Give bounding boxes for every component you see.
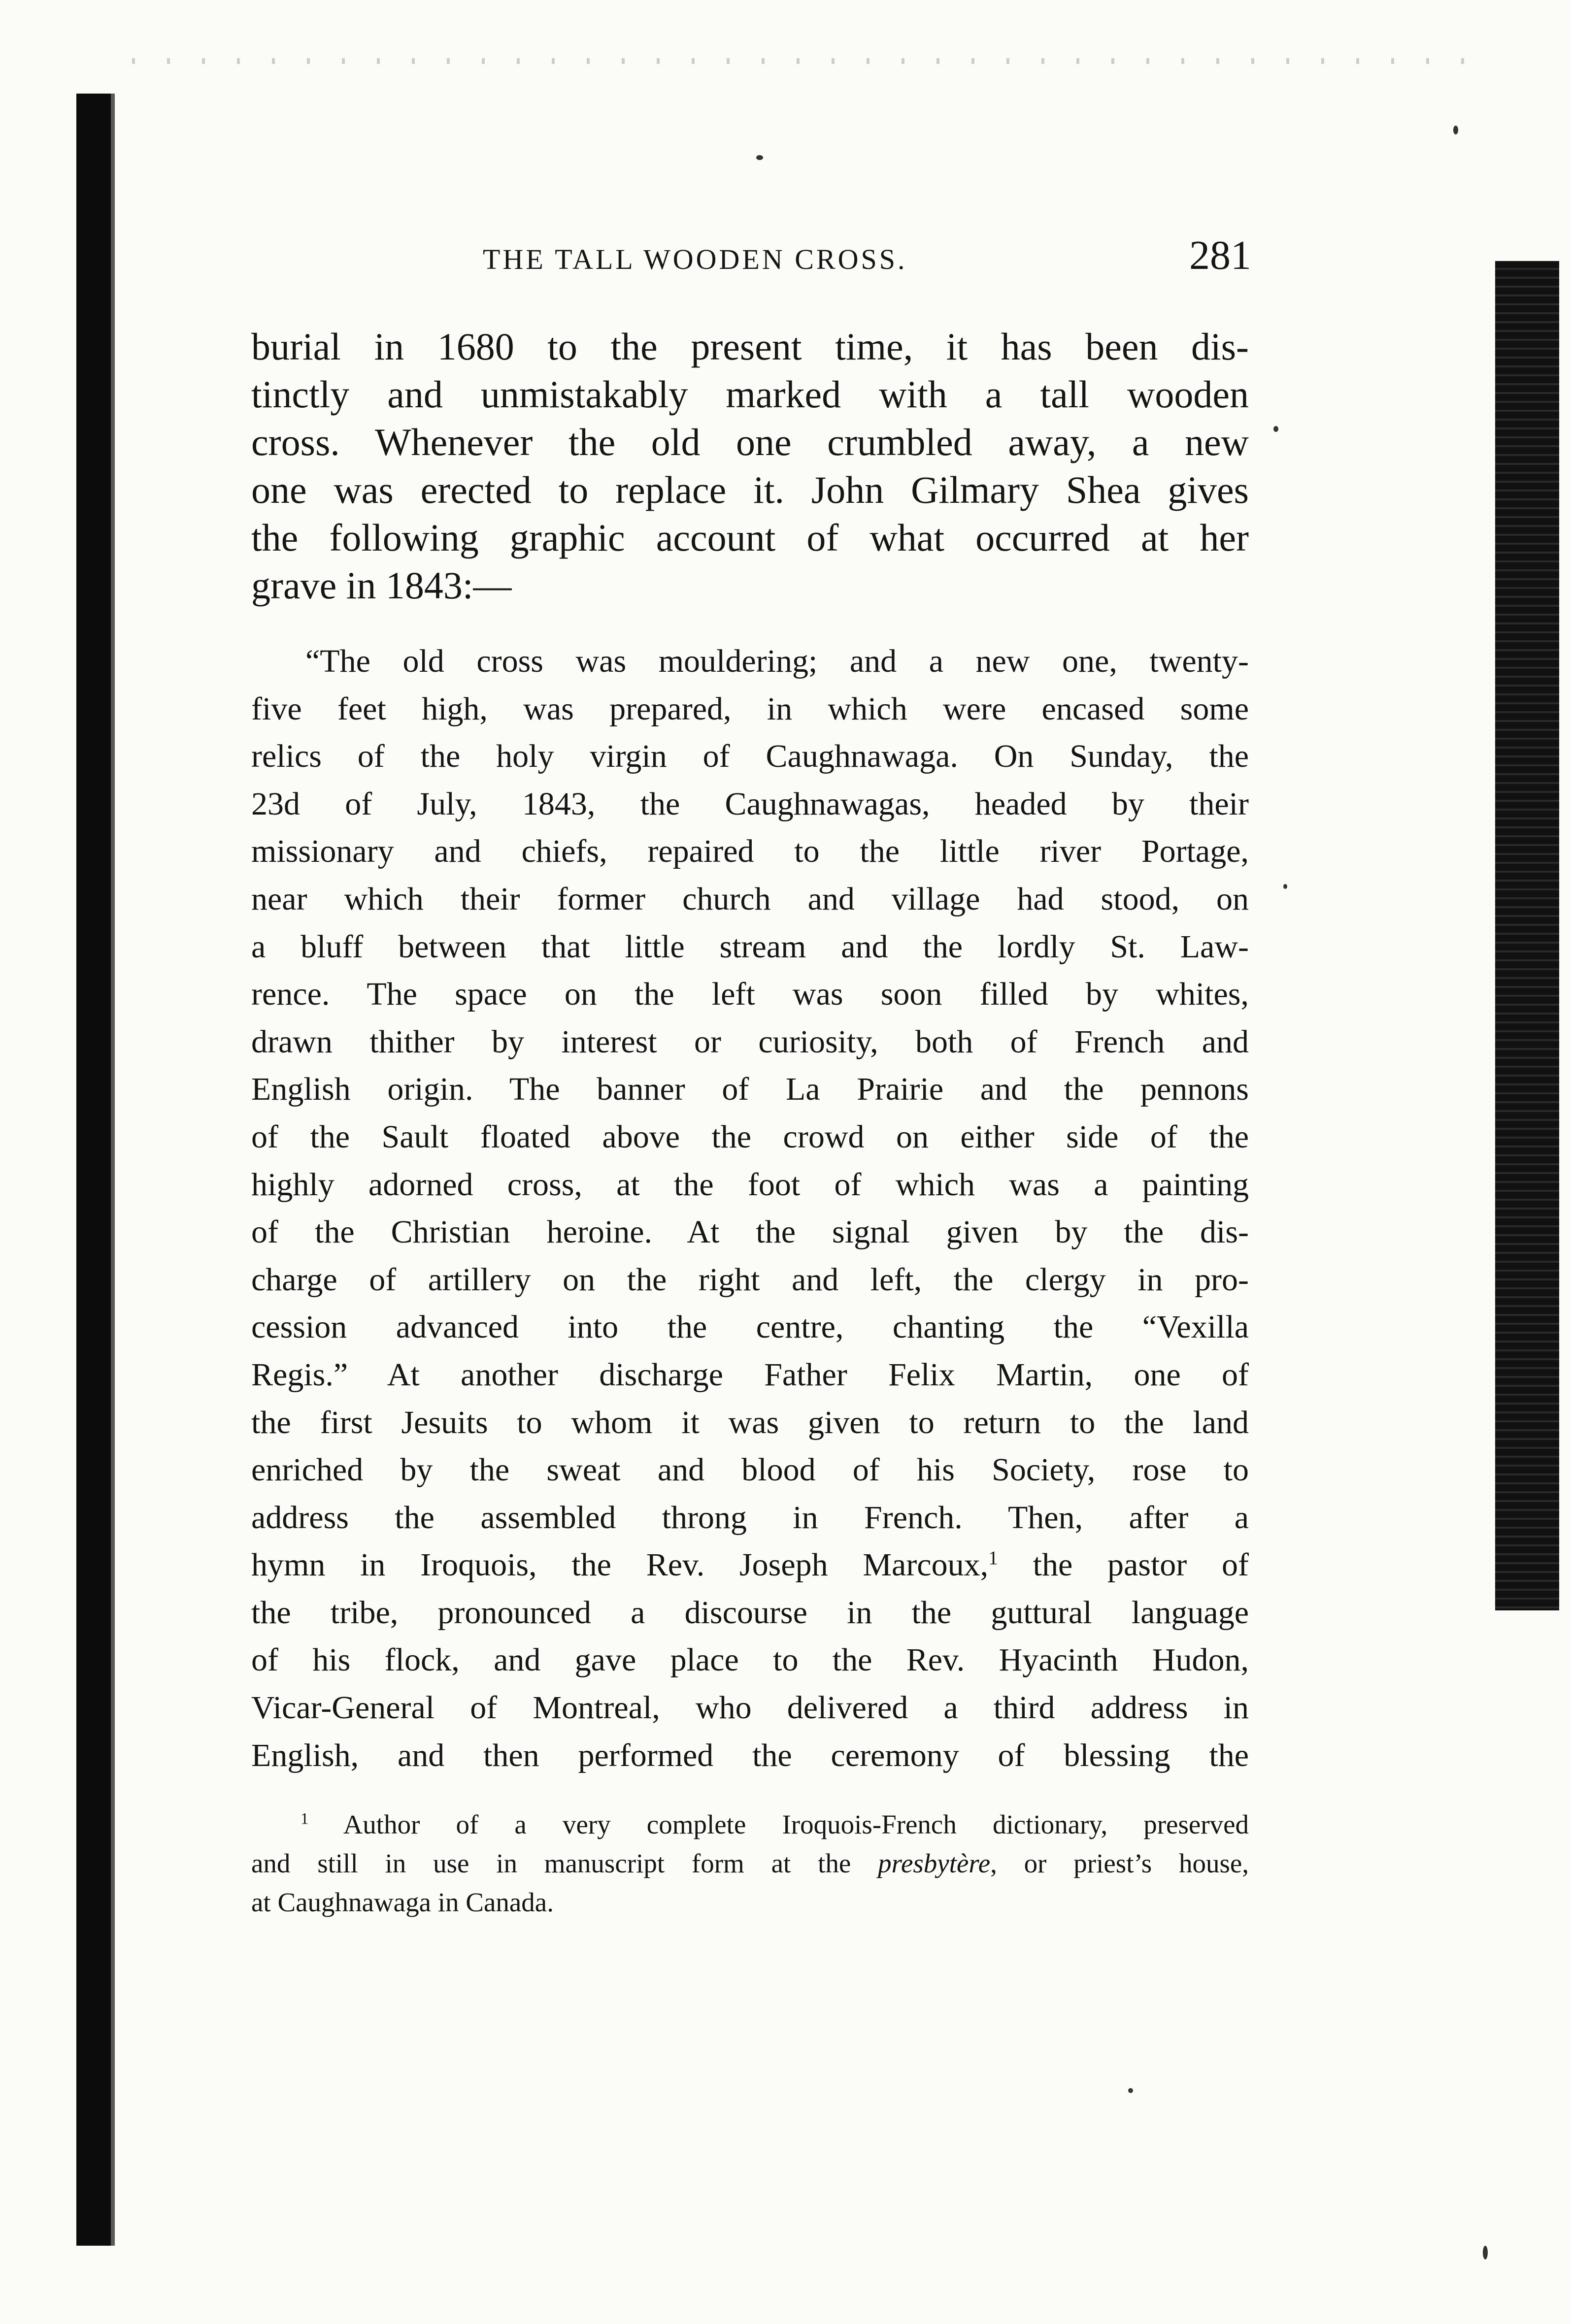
quote-line: rence. The space on the left was soon filled by whites, (251, 976, 1249, 1013)
quote-line: the tribe, pronounced a discourse in the guttural language (251, 1594, 1249, 1631)
quote-line: Regis.” At another discharge Father Felix Martin, one of (251, 1356, 1249, 1393)
quote-line: highly adorned cross, at the foot of which was a painting (251, 1166, 1249, 1203)
footnote-reference: 1 (988, 1547, 998, 1569)
quote-line: of the Sault floated above the crowd on either side of the (251, 1118, 1249, 1155)
quote-line-with-note (251, 1541, 1249, 1589)
scan-speck (1483, 2246, 1488, 2259)
page-number: 281 (1189, 232, 1251, 278)
scan-binding-shadow (111, 94, 115, 2246)
footnote-line (251, 1805, 1249, 1844)
quote-line-text: hymn in Iroquois, the Rev. Joseph Marcoux, (251, 1547, 989, 1583)
quote-line-text: the pastor of (998, 1547, 1249, 1583)
quote-line: a bluff between that little stream and the lordly St. Law- (251, 928, 1249, 965)
quote-line: English, and then performed the ceremony of blessing the (251, 1737, 1249, 1773)
text-line: burial in 1680 to the present time, it has been dis- (251, 325, 1249, 368)
footnote-text: , or priest’s house, (990, 1848, 1249, 1879)
quote-line: of the Christian heroine. At the signal given by the dis- (251, 1214, 1249, 1250)
paragraph (251, 323, 1249, 609)
footnote (251, 1805, 1249, 1922)
footnote-line: at Caughnawaga in Canada. (251, 1887, 554, 1918)
scan-speck (1283, 884, 1287, 889)
page-body (251, 323, 1249, 1922)
quote-line: English origin. The banner of La Prairie and the pennons (251, 1071, 1249, 1108)
scan-noise-top (113, 58, 1493, 64)
quote-line: “The old cross was mouldering; and a new one, twenty- (305, 643, 1249, 679)
text-line: tinctly and unmistakably marked with a tall wooden (251, 373, 1249, 416)
quote-line: cession advanced into the centre, chanting the “Vexilla (251, 1309, 1249, 1345)
scan-speck (1453, 126, 1458, 134)
footnote-text: Author of a very complete Iroquois-French dictionary, preserved (343, 1809, 1249, 1840)
scan-binding-edge (76, 94, 111, 2246)
scan-speck (1128, 2088, 1133, 2093)
footnote-line (251, 1844, 1249, 1883)
running-head: THE TALL WOODEN CROSS. (483, 243, 907, 275)
text-line: grave in 1843:— (251, 564, 512, 607)
page-header (483, 231, 1251, 291)
quote-line: 23d of July, 1843, the Caughnawagas, headed by their (251, 786, 1249, 822)
quote-line: charge of artillery on the right and left, the clergy in pro- (251, 1261, 1249, 1298)
footnote-marker: 1 (301, 1810, 309, 1828)
quote-line: enriched by the sweat and blood of his Society, rose to (251, 1452, 1249, 1488)
quote-line: address the assembled throng in French. Then, after a (251, 1499, 1249, 1536)
scan-speck (1273, 426, 1278, 432)
quote-line: relics of the holy virgin of Caughnawaga. On Sunday, the (251, 738, 1249, 775)
block-quotation (251, 638, 1249, 1779)
quote-line: the first Jesuits to whom it was given to return to the land (251, 1404, 1249, 1440)
quote-line: drawn thither by interest or curiosity, both of French and (251, 1023, 1249, 1060)
quote-line: near which their former church and village had stood, on (251, 881, 1249, 917)
text-line: the following graphic account of what occurred at her (251, 516, 1249, 559)
quote-line: five feet high, was prepared, in which were encased some (251, 690, 1249, 727)
quote-line: Vicar-General of Montreal, who delivered a third address in (251, 1690, 1249, 1726)
text-line: cross. Whenever the old one crumbled away, a new (251, 421, 1249, 463)
footnote-text: and still in use in manuscript form at the (251, 1848, 878, 1879)
quote-line: missionary and chiefs, repaired to the little river Portage, (251, 833, 1249, 870)
scan-speck (756, 155, 763, 160)
quote-line: of his flock, and gave place to the Rev. Hyacinth Hudon, (251, 1642, 1249, 1678)
text-line: one was erected to replace it. John Gilmary Shea gives (251, 468, 1249, 511)
scan-page-edge (1495, 261, 1559, 1610)
footnote-italic-term: presbytère (878, 1848, 991, 1879)
